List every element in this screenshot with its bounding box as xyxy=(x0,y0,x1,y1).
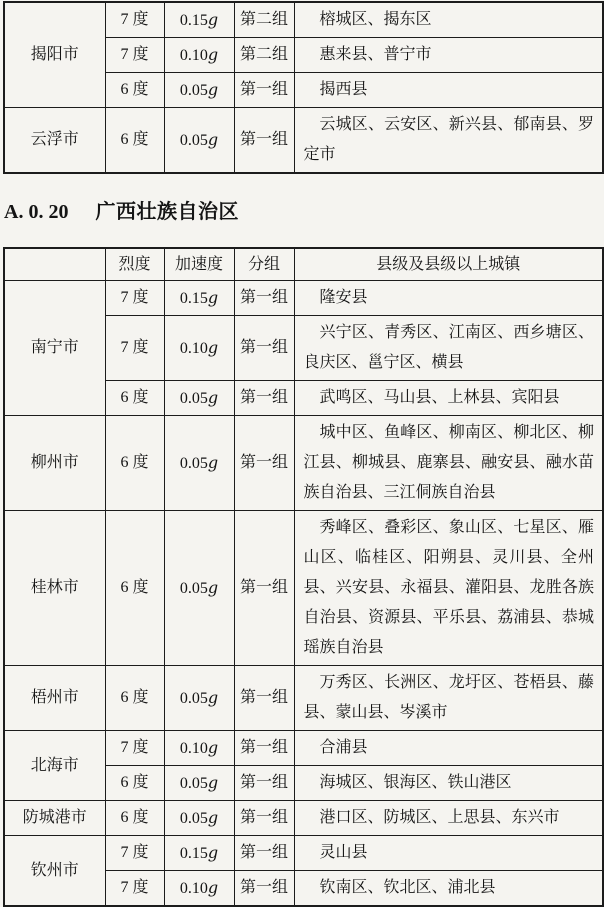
header-row xyxy=(4,248,603,281)
city-cell: 梧州市 xyxy=(4,666,105,731)
acceleration-cell: 0.10g xyxy=(164,731,234,766)
intensity-cell: 7 度 xyxy=(105,281,164,316)
towns-cell: 兴宁区、青秀区、江南区、西乡塘区、良庆区、邕宁区、横县 xyxy=(294,316,603,381)
col-header-city xyxy=(4,248,105,281)
group-cell: 第一组 xyxy=(234,801,294,836)
towns-cell: 海城区、银海区、铁山港区 xyxy=(294,766,603,801)
intensity-cell: 6 度 xyxy=(105,381,164,416)
city-cell: 桂林市 xyxy=(4,511,105,666)
intensity-cell: 7 度 xyxy=(105,316,164,381)
acceleration-unit: g xyxy=(207,687,219,707)
city-cell: 云浮市 xyxy=(4,108,105,174)
acceleration-unit: g xyxy=(207,452,219,472)
seismic-table-guangdong-continued xyxy=(3,1,604,174)
acceleration-cell: 0.15g xyxy=(164,281,234,316)
city-cell: 钦州市 xyxy=(4,836,105,907)
acceleration-cell: 0.15g xyxy=(164,836,234,871)
towns-cell: 秀峰区、叠彩区、象山区、七星区、雁山区、临桂区、阳朔县、灵川县、全州县、兴安县、永福县、灌阳县、龙胜各族自治县、资源县、平乐县、荔浦县、恭城瑶族自治县 xyxy=(294,511,603,666)
table-row xyxy=(4,836,603,871)
col-header-acceleration: 加速度 xyxy=(164,248,234,281)
city-cell: 南宁市 xyxy=(4,281,105,416)
group-cell: 第一组 xyxy=(234,766,294,801)
intensity-cell: 6 度 xyxy=(105,511,164,666)
towns-cell: 钦南区、钦北区、浦北县 xyxy=(294,871,603,907)
acceleration-unit: g xyxy=(207,337,219,357)
towns-cell: 揭西县 xyxy=(294,73,603,108)
intensity-cell: 6 度 xyxy=(105,666,164,731)
col-header-towns: 县级及县级以上城镇 xyxy=(294,248,603,281)
intensity-cell: 6 度 xyxy=(105,766,164,801)
intensity-cell: 7 度 xyxy=(105,836,164,871)
acceleration-unit: g xyxy=(207,387,219,407)
towns-cell: 惠来县、普宁市 xyxy=(294,38,603,73)
acceleration-cell: 0.05g xyxy=(164,73,234,108)
intensity-cell: 6 度 xyxy=(105,108,164,174)
table-row xyxy=(4,801,603,836)
towns-cell: 港口区、防城区、上思县、东兴市 xyxy=(294,801,603,836)
acceleration-unit: g xyxy=(207,79,219,99)
towns-cell: 城中区、鱼峰区、柳南区、柳北区、柳江县、柳城县、鹿寨县、融安县、融水苗族自治县、三江侗族自治县 xyxy=(294,416,603,511)
acceleration-unit: g xyxy=(207,44,219,64)
acceleration-unit: g xyxy=(207,807,219,827)
acceleration-unit: g xyxy=(207,737,219,757)
towns-cell: 万秀区、长洲区、龙圩区、苍梧县、藤县、蒙山县、岑溪市 xyxy=(294,666,603,731)
col-header-intensity: 烈度 xyxy=(105,248,164,281)
group-cell: 第二组 xyxy=(234,2,294,38)
table-row xyxy=(4,511,603,666)
table-row xyxy=(4,2,603,38)
acceleration-unit: g xyxy=(207,842,219,862)
acceleration-unit: g xyxy=(207,577,219,597)
seismic-table-guangxi xyxy=(3,247,604,907)
section-heading xyxy=(4,195,602,224)
acceleration-cell: 0.05g xyxy=(164,666,234,731)
acceleration-cell: 0.05g xyxy=(164,801,234,836)
section-number: A. 0. 20 xyxy=(4,201,69,223)
table-row xyxy=(4,281,603,316)
acceleration-cell: 0.05g xyxy=(164,511,234,666)
group-cell: 第一组 xyxy=(234,281,294,316)
intensity-cell: 6 度 xyxy=(105,416,164,511)
intensity-cell: 6 度 xyxy=(105,801,164,836)
intensity-cell: 7 度 xyxy=(105,871,164,907)
acceleration-unit: g xyxy=(207,287,219,307)
towns-cell: 隆安县 xyxy=(294,281,603,316)
acceleration-cell: 0.05g xyxy=(164,108,234,174)
intensity-cell: 7 度 xyxy=(105,731,164,766)
acceleration-unit: g xyxy=(207,129,219,149)
acceleration-unit: g xyxy=(207,772,219,792)
group-cell: 第一组 xyxy=(234,108,294,174)
acceleration-cell: 0.15g xyxy=(164,2,234,38)
group-cell: 第一组 xyxy=(234,666,294,731)
city-cell: 防城港市 xyxy=(4,801,105,836)
col-header-group: 分组 xyxy=(234,248,294,281)
group-cell: 第一组 xyxy=(234,416,294,511)
section-title: 广西壮族自治区 xyxy=(95,201,239,223)
intensity-cell: 6 度 xyxy=(105,73,164,108)
table-row xyxy=(4,108,603,174)
group-cell: 第一组 xyxy=(234,381,294,416)
intensity-cell: 7 度 xyxy=(105,2,164,38)
towns-cell: 武鸣区、马山县、上林县、宾阳县 xyxy=(294,381,603,416)
group-cell: 第二组 xyxy=(234,38,294,73)
acceleration-cell: 0.05g xyxy=(164,416,234,511)
acceleration-unit: g xyxy=(207,877,219,897)
group-cell: 第一组 xyxy=(234,836,294,871)
group-cell: 第一组 xyxy=(234,511,294,666)
towns-cell: 合浦县 xyxy=(294,731,603,766)
group-cell: 第一组 xyxy=(234,871,294,907)
city-cell: 揭阳市 xyxy=(4,2,105,108)
group-cell: 第一组 xyxy=(234,316,294,381)
towns-cell: 榕城区、揭东区 xyxy=(294,2,603,38)
city-cell: 北海市 xyxy=(4,731,105,801)
acceleration-cell: 0.05g xyxy=(164,381,234,416)
table-row xyxy=(4,666,603,731)
acceleration-cell: 0.05g xyxy=(164,766,234,801)
group-cell: 第一组 xyxy=(234,73,294,108)
acceleration-unit: g xyxy=(207,9,219,29)
towns-cell: 云城区、云安区、新兴县、郁南县、罗定市 xyxy=(294,108,603,174)
table-row xyxy=(4,416,603,511)
towns-cell: 灵山县 xyxy=(294,836,603,871)
group-cell: 第一组 xyxy=(234,731,294,766)
table-row xyxy=(4,731,603,766)
intensity-cell: 7 度 xyxy=(105,38,164,73)
city-cell: 柳州市 xyxy=(4,416,105,511)
acceleration-cell: 0.10g xyxy=(164,871,234,907)
acceleration-cell: 0.10g xyxy=(164,38,234,73)
acceleration-cell: 0.10g xyxy=(164,316,234,381)
